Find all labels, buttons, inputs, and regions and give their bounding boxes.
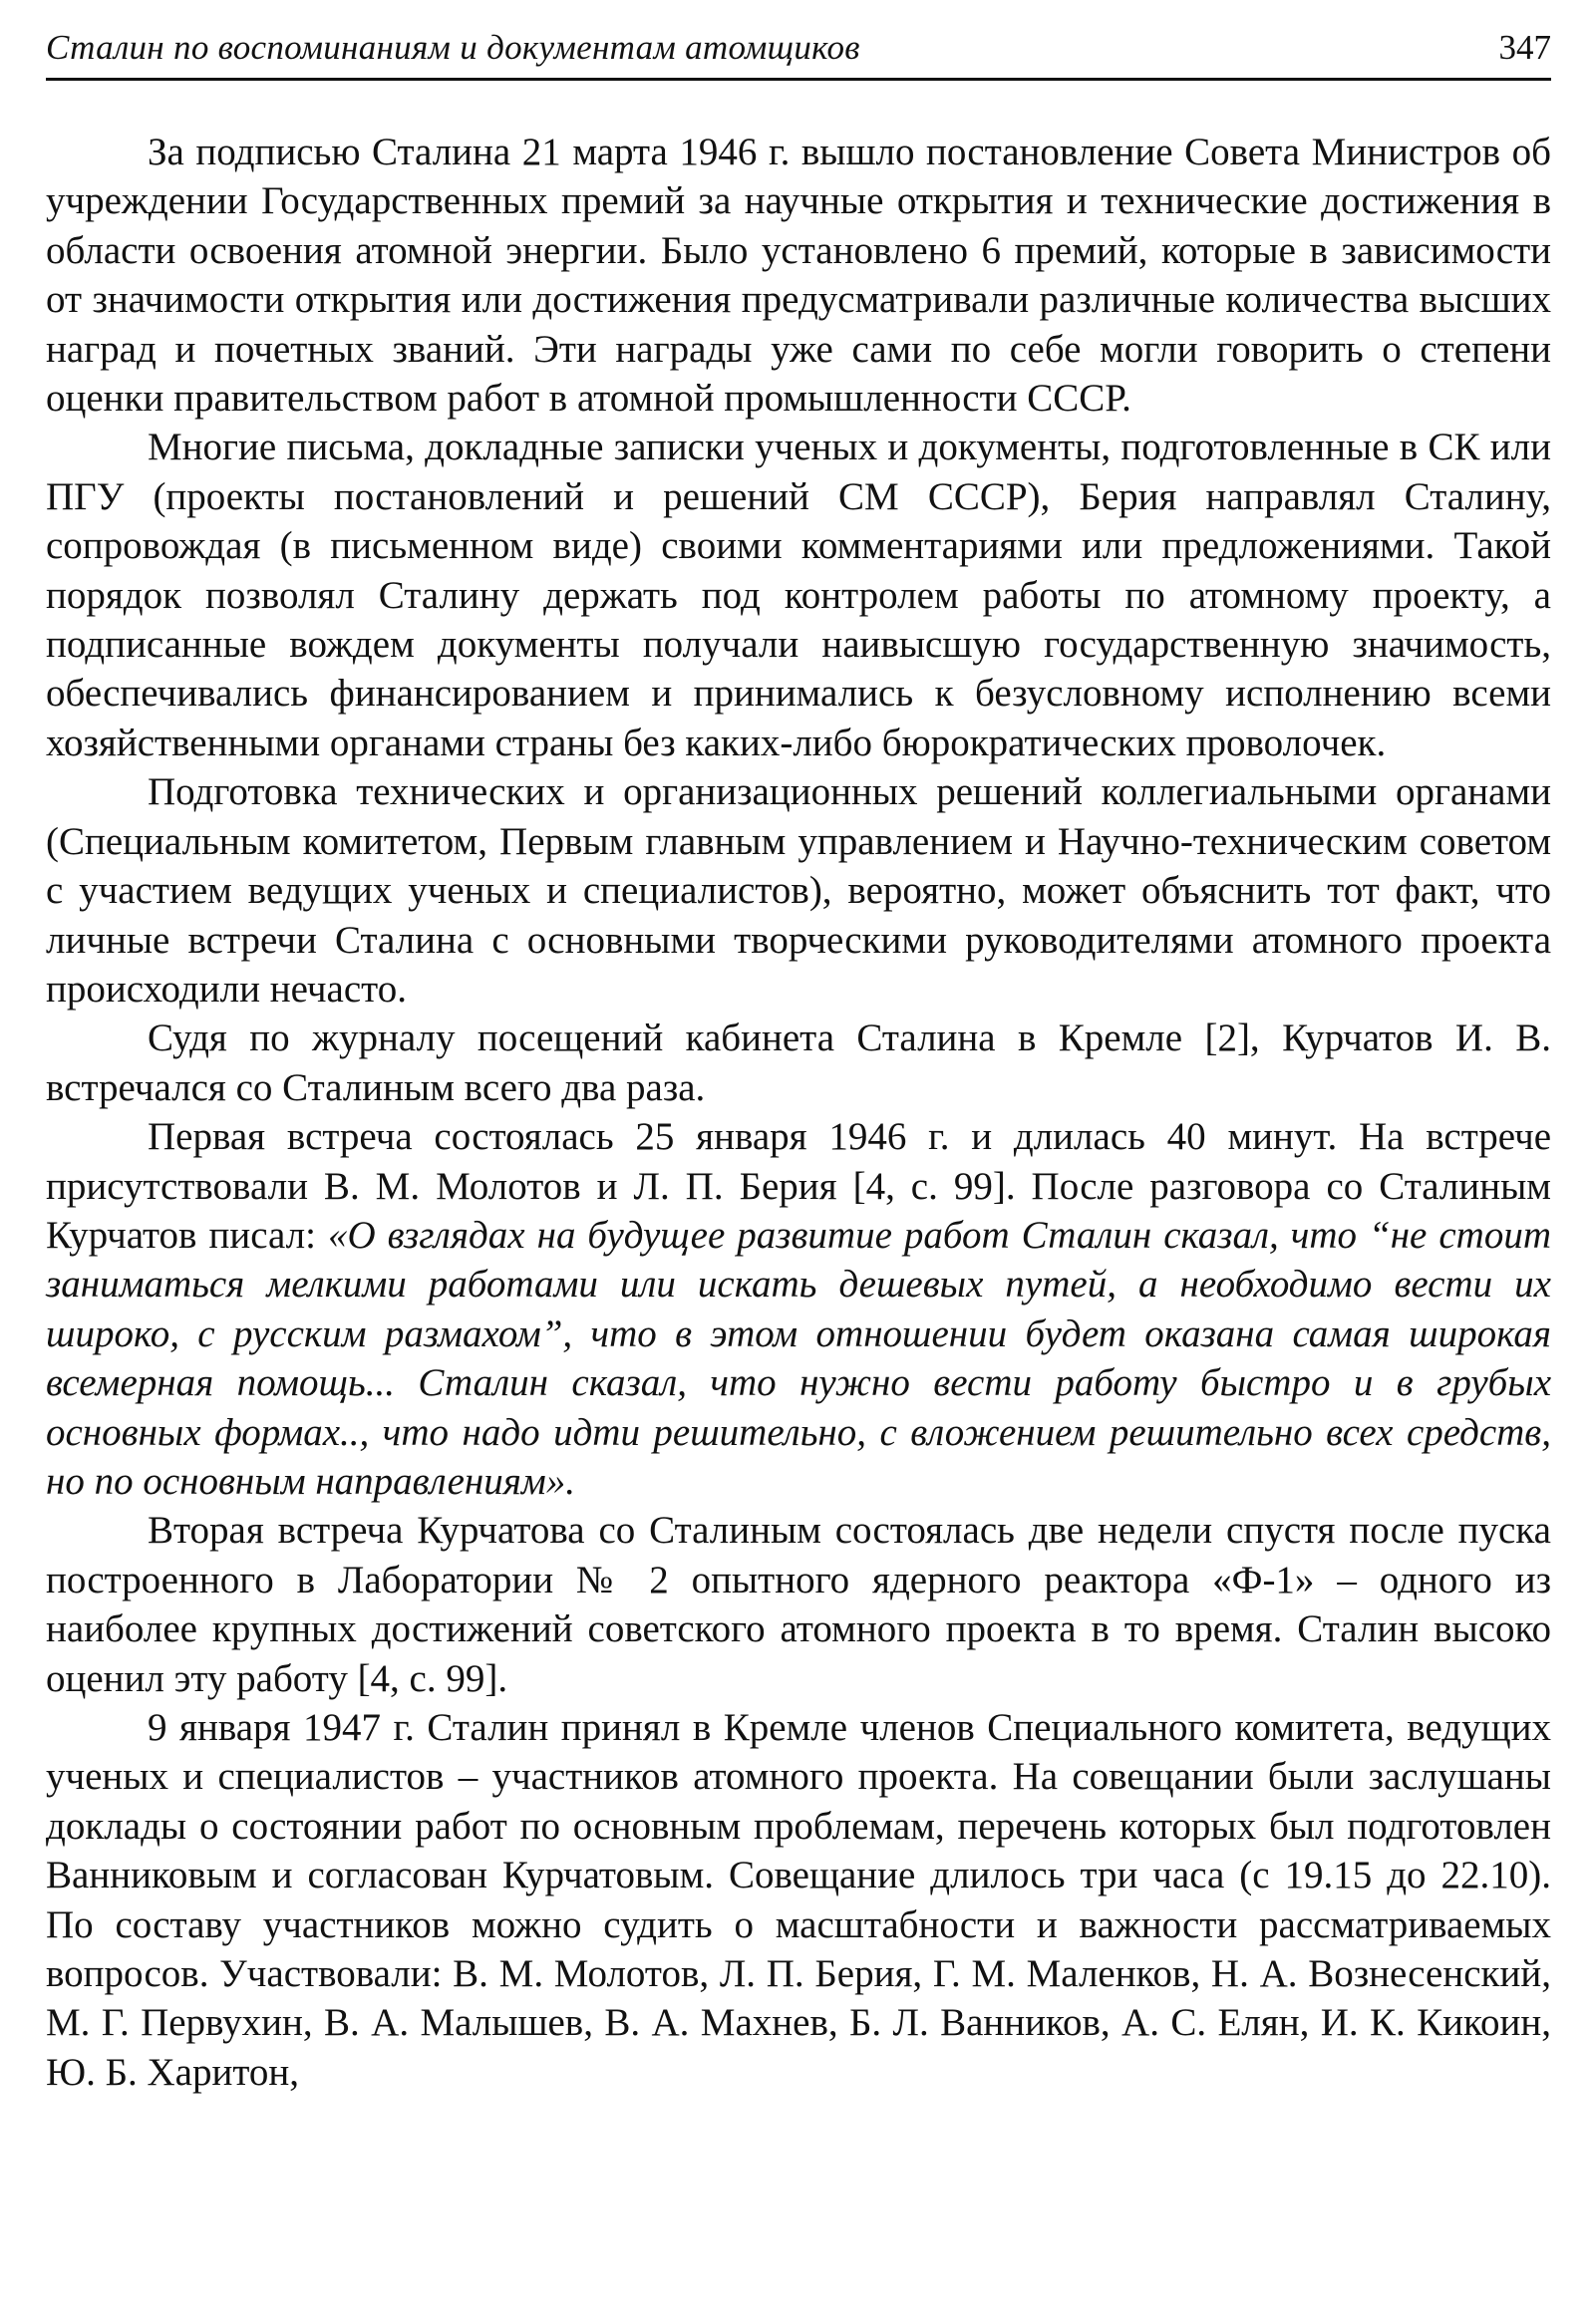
page-body [46, 128, 1551, 2097]
paragraph-january-1947-meeting: 9 января 1947 г. Сталин принял в Кремле членов Специального комитета, ведущих ученых и специалистов – участников атомного проекта. На совещании были заслушаны доклады о состоянии работ по основным проблемам, перечень которых был подготовлен Ванниковым и согласован Курчатовым. Совещание длилось три часа (с 19.15 до 22.10). По составу участников можно судить о масштабности и важности рассматриваемых вопросов. Участвовали: В. М. Молотов, Л. П. Берия, Г. М. Маленков, Н. А. Вознесенский, М. Г. Первухин, В. А. Малышев, В. А. Махнев, Б. Л. Ванников, А. С. Елян, И. К. Кикоин, Ю. Б. Харитон, [46, 1706, 1551, 2094]
running-title: Сталин по воспоминаниям и документам атомщиков [46, 28, 860, 67]
running-header [46, 20, 1551, 81]
paragraph-state-prizes: За подписью Сталина 21 марта 1946 г. вышло постановление Совета Министров об учреждении Государственных премий за научные открытия и технические достижения в области освоения атомной энергии. Было установлено 6 премий, которые в зависимости от значимости открытия или достижения предусматривали различные количества высших наград и почетных званий. Эти награды уже сами по себе могли говорить о степени оценки правительством работ в атомной промышленности СССР. [46, 131, 1551, 421]
paragraph-visit-journal: Судя по журналу посещений кабинета Сталина в Кремле [2], Курчатов И. В. встречался со Сталиным всего два раза. [46, 1017, 1551, 1109]
paragraph-letters-to-stalin: Многие письма, докладные записки ученых и документы, подготовленные в СК или ПГУ (проекты постановлений и решений СМ СССР), Берия направлял Сталину, сопровождая (в письменном виде) своими комментариями или предложениями. Такой порядок позволял Сталину держать под контролем работы по атомному проекту, а подписанные вождем документы получали наивысшую государственную значимость, обеспечивались финансированием и принимались к безусловному исполнению всеми хозяйственными органами страны без каких-либо бюрократических проволочек. [46, 426, 1551, 764]
page-number: 347 [1498, 28, 1551, 67]
paragraph-first-meeting [46, 1112, 1551, 1506]
paragraph-second-meeting: Вторая встреча Курчатова со Сталиным состоялась две недели спустя после пуска построенного в Лаборатории № 2 опытного ядерного реактора «Ф-1» – одного из наиболее крупных достижений советского атомного проекта в то время. Сталин высоко оценил эту работу [4, с. 99]. [46, 1509, 1551, 1700]
paragraph-collegial-decisions: Подготовка технических и организационных решений коллегиальными органами (Специальным комитетом, Первым главным управлением и Научно-техническим советом с участием ведущих ученых и специалистов), вероятно, может объяснить тот факт, что личные встречи Сталина с основными творческими руководителями атомного проекта происходили нечасто. [46, 770, 1551, 1011]
kurchatov-quote: «О взглядах на будущее развитие работ Сталин сказал, что “не стоит заниматься мелкими работами или искать дешевых путей, а необходимо вести их широко, с русским размахом”, что в этом отношении будет оказана самая широкая всемерная помощь... Сталин сказал, что нужно вести работу быстро и в грубых основных формах.., что надо идти решительно, с вложением решительно всех средств, но по основным направлениям». [46, 1213, 1551, 1503]
first-meeting-text: Первая встреча состоялась 25 января 1946 г. и длилась 40 минут. На встрече присутствовали В. М. Молотов и Л. П. Берия [4, с. 99]. После разговора со Сталиным Курчатов писал: [46, 1115, 1551, 1257]
